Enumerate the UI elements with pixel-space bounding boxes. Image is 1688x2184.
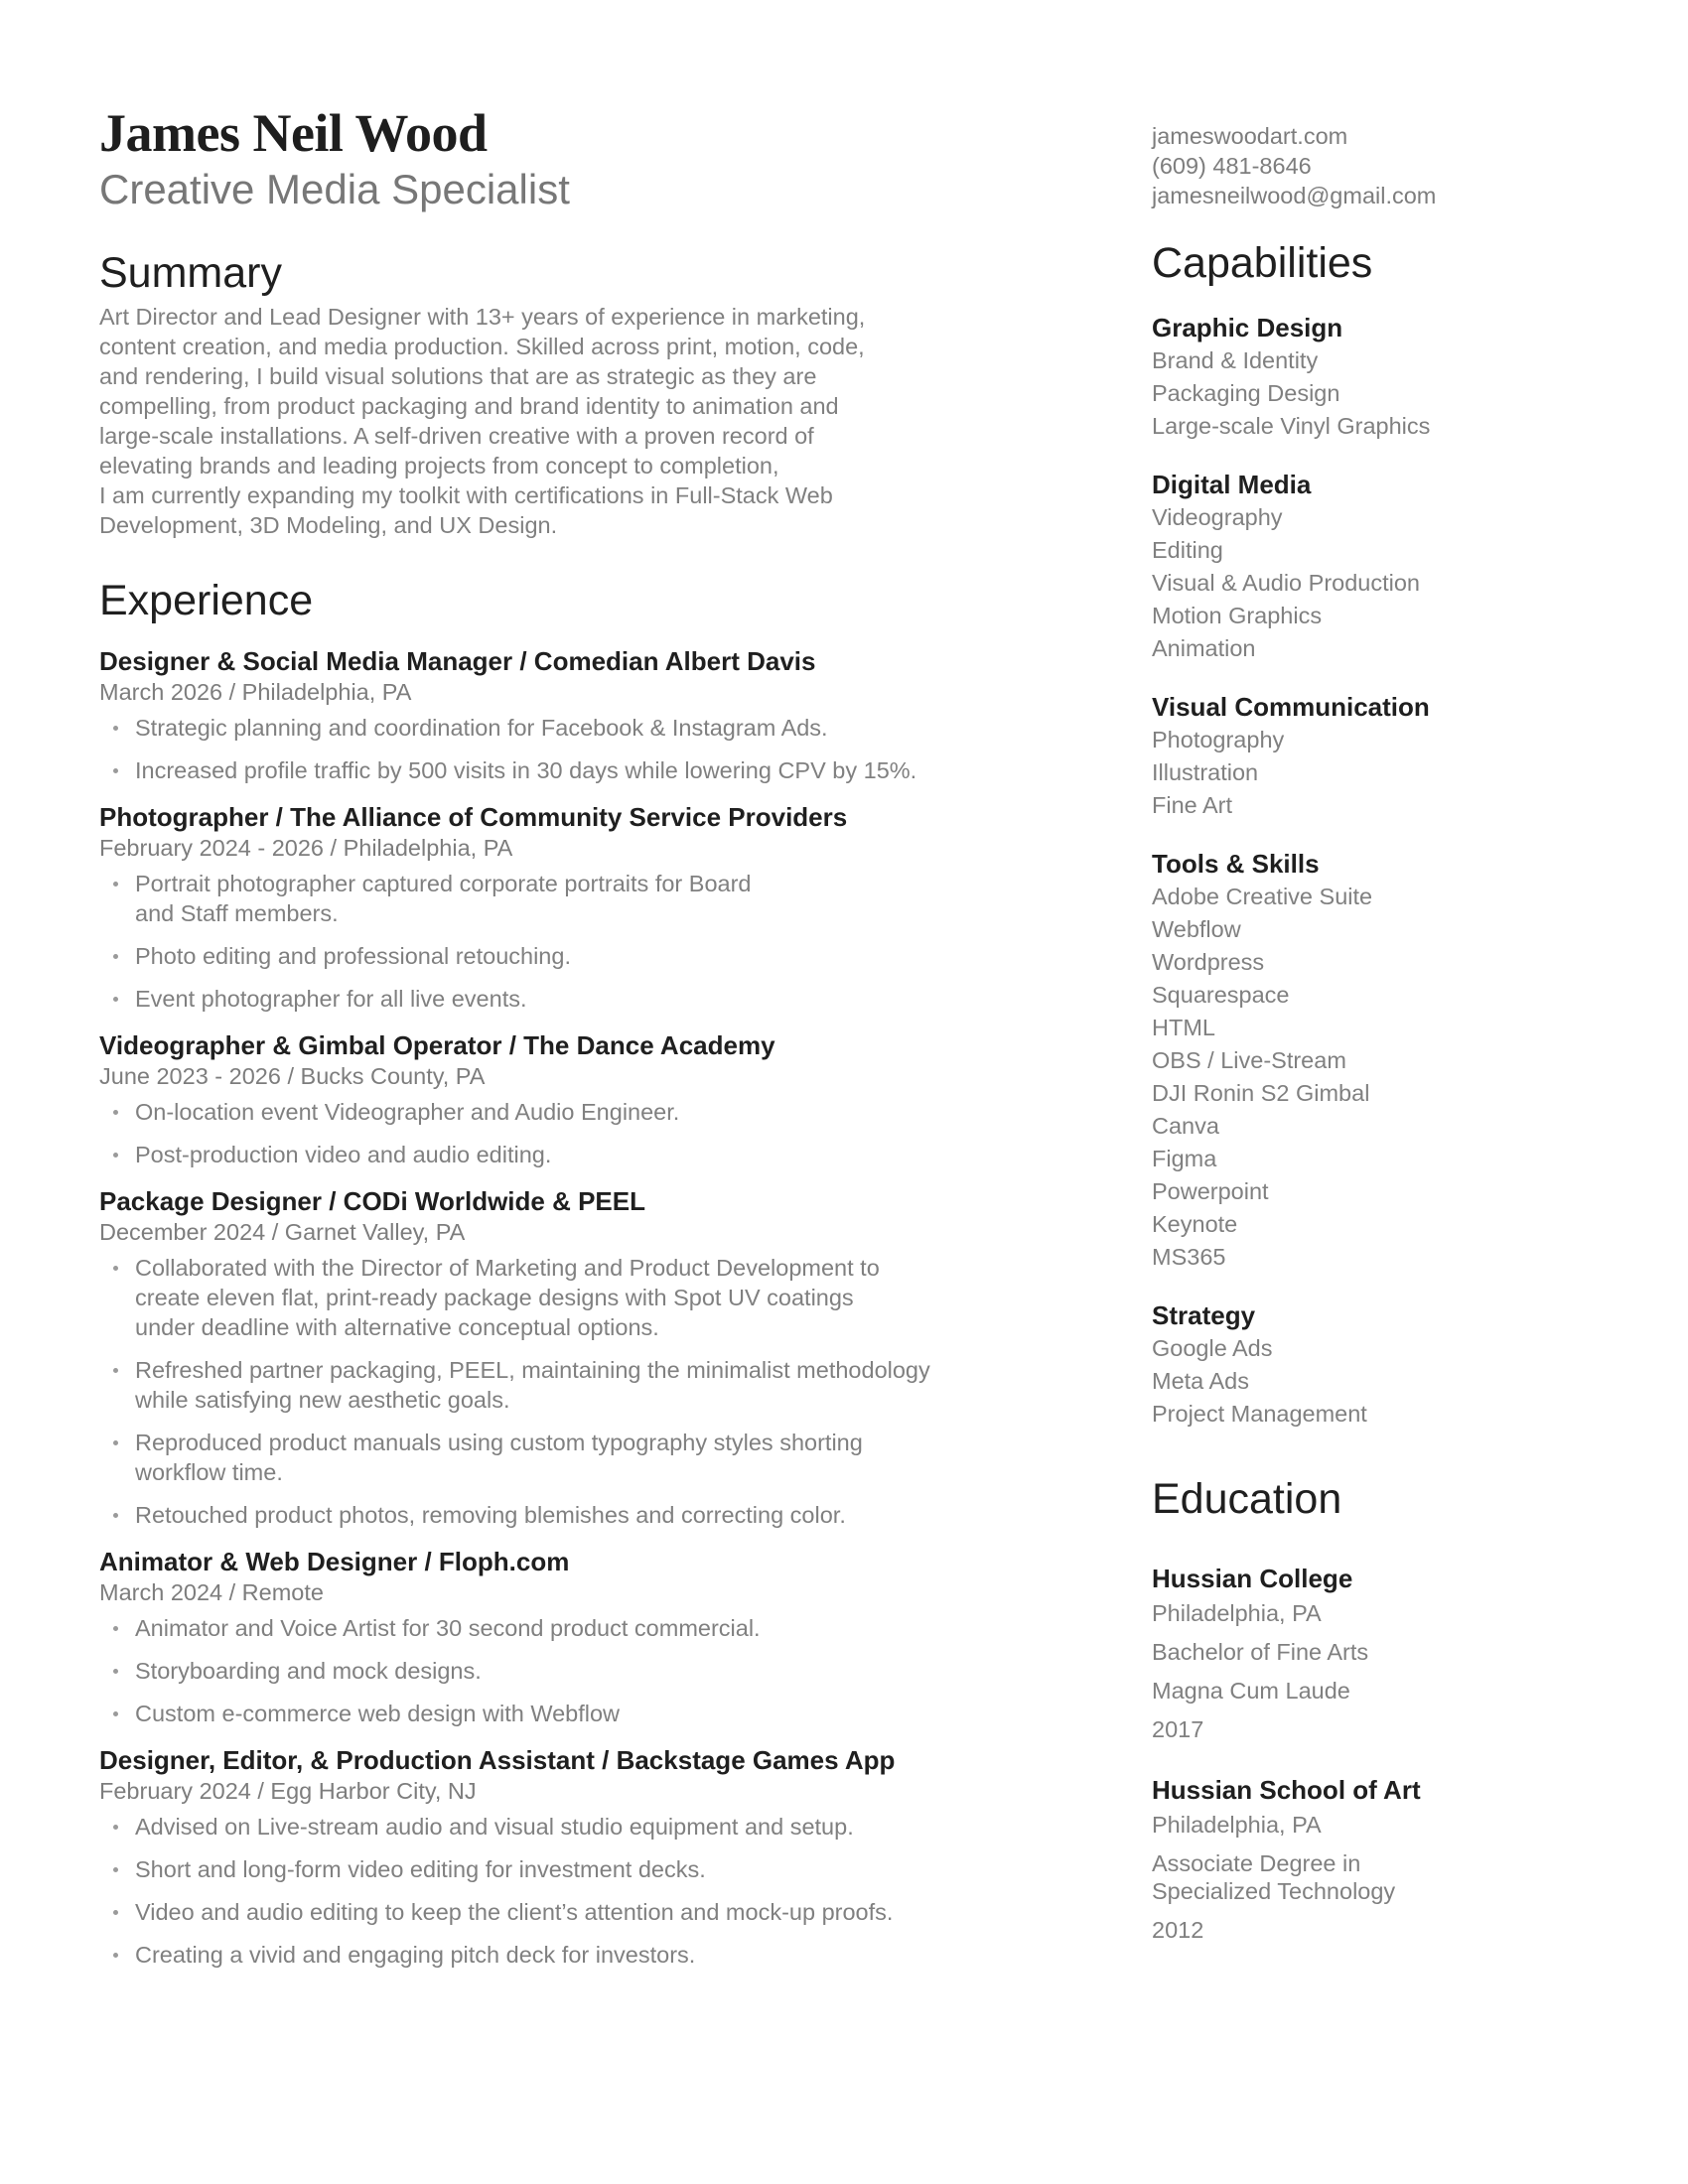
job-bullet: Collaborated with the Director of Marketing and Product Development to create eleven flat, print-ready package designs with Spot UV coatings under deadline with alternative conceptual options. bbox=[99, 1253, 993, 1342]
capability-item: Visual & Audio Production bbox=[1152, 570, 1420, 596]
email-link[interactable]: jamesneilwood@gmail.com bbox=[1152, 183, 1437, 208]
job-title: Designer, Editor, & Production Assistant / Backstage Games App bbox=[99, 1745, 896, 1775]
phone-number[interactable]: (609) 481-8646 bbox=[1152, 153, 1312, 179]
capability-item: MS365 bbox=[1152, 1244, 1226, 1270]
main-column bbox=[99, 103, 993, 1982]
job-bullet: Advised on Live-stream audio and visual studio equipment and setup. bbox=[99, 1812, 993, 1842]
job-bullet: Refreshed partner packaging, PEEL, maintaining the minimalist methodology while satisfying new aesthetic goals. bbox=[99, 1355, 993, 1415]
school-detail: Associate Degree in Specialized Technology bbox=[1152, 1850, 1396, 1904]
capabilities-heading: Capabilities bbox=[1152, 239, 1373, 287]
job-meta: March 2024 / Remote bbox=[99, 1579, 324, 1605]
capability-item: Keynote bbox=[1152, 1211, 1238, 1237]
job-title: Designer & Social Media Manager / Comedian Albert Davis bbox=[99, 646, 816, 676]
job-bullets bbox=[99, 1613, 993, 1728]
school-detail: 2012 bbox=[1152, 1917, 1204, 1943]
capability-item: Photography bbox=[1152, 727, 1285, 752]
summary-heading: Summary bbox=[99, 249, 282, 297]
capability-item: Adobe Creative Suite bbox=[1152, 884, 1373, 909]
education-entry bbox=[1152, 1773, 1628, 1944]
capability-item: DJI Ronin S2 Gimbal bbox=[1152, 1080, 1370, 1106]
job-meta: March 2026 / Philadelphia, PA bbox=[99, 679, 412, 705]
job-bullet: Post-production video and audio editing. bbox=[99, 1140, 993, 1169]
school-detail: Philadelphia, PA bbox=[1152, 1600, 1322, 1626]
job-bullet: Short and long-form video editing for investment decks. bbox=[99, 1854, 993, 1884]
capability-title: Graphic Design bbox=[1152, 313, 1343, 342]
job-title: Photographer / The Alliance of Community Service Providers bbox=[99, 802, 848, 832]
job-meta: December 2024 / Garnet Valley, PA bbox=[99, 1219, 466, 1245]
capability-item: Illustration bbox=[1152, 759, 1259, 785]
job-bullet: Storyboarding and mock designs. bbox=[99, 1656, 993, 1686]
website-link[interactable]: jameswoodart.com bbox=[1152, 123, 1348, 149]
job-bullet: On-location event Videographer and Audio Engineer. bbox=[99, 1097, 993, 1127]
job-entry bbox=[99, 1744, 993, 1970]
education-heading: Education bbox=[1152, 1475, 1342, 1523]
experience-list bbox=[99, 645, 993, 1970]
job-bullet: Event photographer for all live events. bbox=[99, 984, 993, 1014]
capability-item: OBS / Live-Stream bbox=[1152, 1047, 1346, 1073]
capability-item: Animation bbox=[1152, 635, 1256, 661]
job-title: Videographer & Gimbal Operator / The Dance Academy bbox=[99, 1030, 775, 1060]
capability-item: Videography bbox=[1152, 504, 1283, 530]
job-bullet: Photo editing and professional retouching. bbox=[99, 941, 993, 971]
capability-group bbox=[1152, 691, 1628, 822]
education-entry bbox=[1152, 1562, 1628, 1743]
capability-item: Brand & Identity bbox=[1152, 347, 1319, 373]
job-entry bbox=[99, 645, 993, 785]
job-title: Package Designer / CODi Worldwide & PEEL bbox=[99, 1186, 645, 1216]
sidebar-column bbox=[1152, 121, 1628, 1955]
job-title: Animator & Web Designer / Floph.com bbox=[99, 1547, 570, 1576]
experience-heading: Experience bbox=[99, 577, 314, 624]
capability-group bbox=[1152, 848, 1628, 1274]
capability-title: Tools & Skills bbox=[1152, 849, 1320, 879]
job-bullet: Reproduced product manuals using custom typography styles shorting workflow time. bbox=[99, 1428, 993, 1487]
job-entry bbox=[99, 1546, 993, 1728]
capability-item: HTML bbox=[1152, 1015, 1215, 1040]
job-entry bbox=[99, 801, 993, 1014]
contact-block bbox=[1152, 121, 1628, 210]
job-entry bbox=[99, 1185, 993, 1530]
capability-item: Wordpress bbox=[1152, 949, 1265, 975]
job-bullet: Retouched product photos, removing blemishes and correcting color. bbox=[99, 1500, 993, 1530]
capability-item: Motion Graphics bbox=[1152, 603, 1323, 628]
capability-item: Squarespace bbox=[1152, 982, 1290, 1008]
job-bullets bbox=[99, 1812, 993, 1970]
candidate-name: James Neil Wood bbox=[99, 103, 488, 163]
job-bullet: Custom e-commerce web design with Webflow bbox=[99, 1699, 993, 1728]
capability-title: Visual Communication bbox=[1152, 692, 1430, 722]
job-meta: June 2023 - 2026 / Bucks County, PA bbox=[99, 1063, 486, 1089]
job-bullets bbox=[99, 713, 993, 785]
capability-item: Fine Art bbox=[1152, 792, 1232, 818]
job-bullet: Strategic planning and coordination for Facebook & Instagram Ads. bbox=[99, 713, 993, 743]
capability-item: Project Management bbox=[1152, 1401, 1367, 1427]
capability-item: Figma bbox=[1152, 1146, 1217, 1171]
job-bullets bbox=[99, 869, 993, 1014]
capability-item: Powerpoint bbox=[1152, 1178, 1269, 1204]
school-detail: 2017 bbox=[1152, 1716, 1204, 1742]
school-name: Hussian College bbox=[1152, 1564, 1353, 1593]
capability-title: Strategy bbox=[1152, 1300, 1256, 1330]
job-bullet: Animator and Voice Artist for 30 second product commercial. bbox=[99, 1613, 993, 1643]
summary-text: Art Director and Lead Designer with 13+ years of experience in marketing, content creation, and media production. Skilled across print, motion, code, and rendering, I build visual solutions that are as strategic as they are compelling, from product packaging and brand identity to animation and large-scale installations. A self-driven creative with a proven record of elevating brands and leading projects from concept to completion, I am currently expanding my toolkit with certifications in Full-Stack Web Development, 3D Modeling, and UX Design. bbox=[99, 304, 866, 538]
school-detail: Magna Cum Laude bbox=[1152, 1678, 1350, 1704]
school-name: Hussian School of Art bbox=[1152, 1775, 1421, 1805]
capability-item: Large-scale Vinyl Graphics bbox=[1152, 413, 1431, 439]
capability-group bbox=[1152, 1299, 1628, 1431]
school-detail: Philadelphia, PA bbox=[1152, 1812, 1322, 1838]
job-bullets bbox=[99, 1097, 993, 1169]
capability-item: Google Ads bbox=[1152, 1335, 1273, 1361]
job-bullet: Creating a vivid and engaging pitch deck for investors. bbox=[99, 1940, 993, 1970]
job-bullet: Increased profile traffic by 500 visits in 30 days while lowering CPV by 15%. bbox=[99, 755, 993, 785]
school-detail: Bachelor of Fine Arts bbox=[1152, 1639, 1369, 1665]
capability-item: Editing bbox=[1152, 537, 1223, 563]
job-bullet: Portrait photographer captured corporate portraits for Board and Staff members. bbox=[99, 869, 993, 928]
job-bullets bbox=[99, 1253, 993, 1530]
job-meta: February 2024 / Egg Harbor City, NJ bbox=[99, 1778, 477, 1804]
candidate-role: Creative Media Specialist bbox=[99, 166, 570, 212]
capability-item: Webflow bbox=[1152, 916, 1241, 942]
job-entry bbox=[99, 1029, 993, 1169]
capability-title: Digital Media bbox=[1152, 470, 1312, 499]
capability-group bbox=[1152, 469, 1628, 665]
capability-item: Canva bbox=[1152, 1113, 1219, 1139]
capability-item: Packaging Design bbox=[1152, 380, 1340, 406]
capability-item: Meta Ads bbox=[1152, 1368, 1249, 1394]
job-bullet: Video and audio editing to keep the client’s attention and mock-up proofs. bbox=[99, 1897, 993, 1927]
capability-group bbox=[1152, 312, 1628, 443]
job-meta: February 2024 - 2026 / Philadelphia, PA bbox=[99, 835, 513, 861]
